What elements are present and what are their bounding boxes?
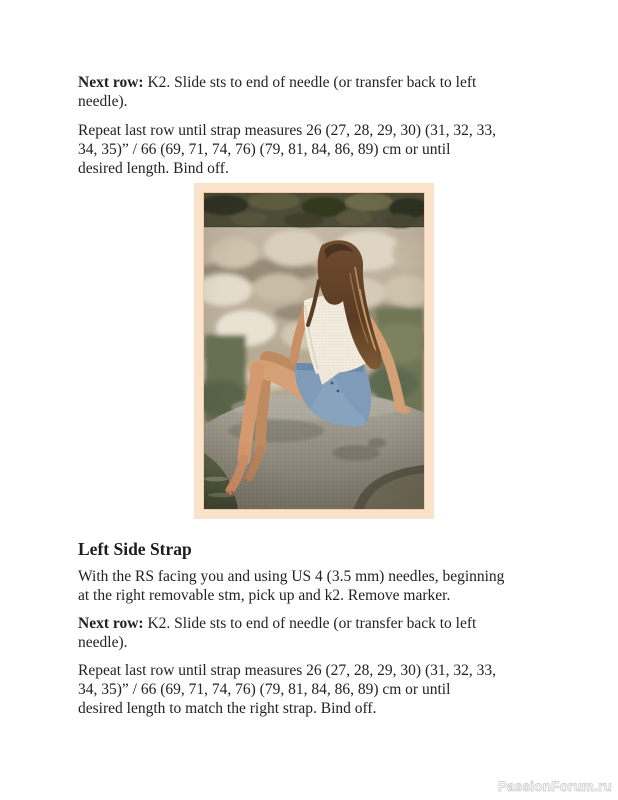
- text-line: at the right removable stm, pick up and k2. Remove marker.: [78, 587, 451, 604]
- text-line: needle).: [78, 93, 128, 110]
- riverside-photo-illustration: [204, 193, 424, 509]
- text-line: Repeat last row until strap measures 26 (27, 28, 29, 30) (31, 32, 33,: [78, 122, 496, 139]
- text-run: K2. Slide sts to end of needle (or transfer back to left: [143, 74, 477, 91]
- photo-vignette: [204, 193, 424, 509]
- watermark: PassionForum.ru: [497, 779, 612, 794]
- text-line: [78, 614, 544, 633]
- text-line: desired length. Bind off.: [78, 160, 229, 177]
- text-line: Repeat last row until strap measures 26 (27, 28, 29, 30) (31, 32, 33,: [78, 662, 496, 679]
- paragraph-repeat-2: [78, 661, 544, 718]
- paragraph-with-rs: [78, 567, 544, 605]
- section-heading-left-side-strap: Left Side Strap: [78, 539, 192, 559]
- paragraph-next-row-2: [78, 614, 544, 652]
- text-line: 34, 35)” / 66 (69, 71, 74, 76) (79, 81, 84, 86, 89) cm or until: [78, 141, 451, 158]
- text-line: needle).: [78, 634, 128, 651]
- bold-run-label: Next row:: [78, 615, 144, 632]
- bold-run-label: Next row:: [78, 74, 144, 91]
- photo-frame: [194, 183, 434, 519]
- paragraph-next-row-1: [78, 73, 544, 111]
- text-line: With the RS facing you and using US 4 (3.5 mm) needles, beginning: [78, 568, 505, 585]
- text-line: [78, 73, 544, 92]
- paragraph-repeat-1: [78, 121, 544, 178]
- pattern-text-column: [78, 73, 544, 718]
- text-run: K2. Slide sts to end of needle (or transfer back to left: [143, 615, 477, 632]
- text-line: desired length to match the right strap. Bind off.: [78, 700, 377, 717]
- text-line: 34, 35)” / 66 (69, 71, 74, 76) (79, 81, 84, 86, 89) cm or until: [78, 681, 451, 698]
